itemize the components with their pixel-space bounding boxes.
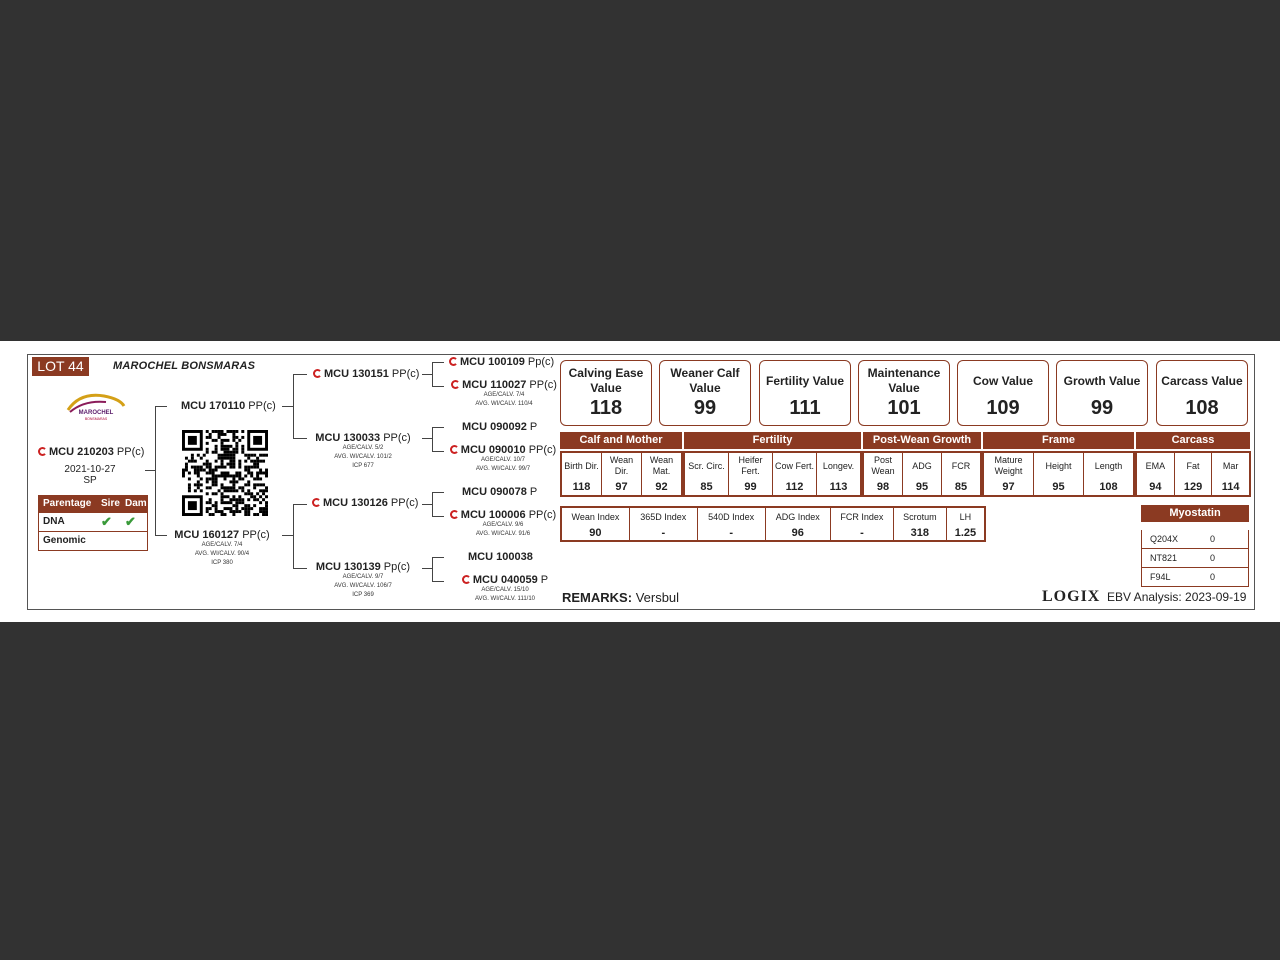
check-icon: ✔	[101, 514, 112, 529]
value-box-maintenance: Maintenance Value 101	[858, 360, 950, 426]
dds-id: MCU 100038	[468, 551, 533, 563]
value-box-weaner-calf: Weaner Calf Value 99	[659, 360, 751, 426]
logo-text: MAROCHEL	[78, 410, 114, 416]
animal-id: MCU 210203 PP(c)	[38, 446, 144, 458]
index-cell: Scrotum 318	[894, 508, 947, 540]
index-cell: Wean Index 90	[562, 508, 630, 540]
ebv-cell: EMA 94	[1137, 453, 1175, 495]
brand-icon	[450, 510, 459, 519]
index-cell: 365D Index -	[630, 508, 698, 540]
cells-calf-mother	[560, 451, 683, 497]
ebv-cell: Cow Fert. 112	[773, 453, 817, 495]
value-box-carcass: Carcass Value 108	[1156, 360, 1248, 426]
brand-icon	[450, 445, 459, 454]
ebv-cell: Longev. 113	[822, 460, 855, 493]
group-frame: Frame	[983, 432, 1134, 449]
ebv-analysis-date: EBV Analysis: 2023-09-19	[1107, 590, 1247, 604]
logo-tagline: BONSMARAS	[84, 417, 108, 421]
ebv-cell: Fat 129	[1175, 453, 1213, 495]
index-cell: LH 1.25	[954, 511, 977, 539]
ddd-block: MCU 040059 P AGE/CALV. 15/10 AVG. WI/CALV. 111/10	[452, 574, 558, 604]
ebv-cell: ADG 95	[903, 453, 942, 495]
ebv-cell: Heifer Fert. 99	[729, 453, 773, 495]
dam-block: MCU 160127 PP(c) AGE/CALV. 7/4 AVG. WI/CALV. 90/4 ICP 380	[174, 529, 270, 566]
ssd-block: MCU 110027 PP(c) AGE/CALV. 7/4 AVG. WI/CALV. 110/4	[449, 379, 559, 409]
lot-badge: LOT 44	[32, 357, 89, 376]
value-box-fertility: Fertility Value 111	[759, 360, 851, 426]
parentage-header: Parentage Sire Dam	[39, 496, 147, 512]
myostatin-row: Q204X 0	[1141, 530, 1249, 549]
cells-frame	[982, 451, 1135, 497]
sd-block: MCU 130033 PP(c) AGE/CALV. 5/2 AVG. WI/CALV. 101/2 ICP 677	[315, 432, 411, 469]
group-post-wean: Post-Wean Growth	[863, 432, 981, 449]
ebv-cell: Height 95	[1034, 453, 1084, 495]
index-cell: ADG Index 96	[766, 508, 831, 540]
ebv-cell: FCR 85	[951, 460, 971, 493]
parentage-row: DNA ✔ ✔	[39, 512, 147, 531]
animal-dob: 2021-10-27	[64, 464, 116, 475]
dd-block: MCU 130139 Pp(c) AGE/CALV. 9/7 AVG. WI/CALV. 106/7 ICP 369	[315, 561, 411, 598]
sire-id: MCU 170110 PP(c)	[181, 400, 276, 412]
sdd-block: MCU 090010 PP(c) AGE/CALV. 10/7 AVG. WI/CALV. 99/7	[447, 444, 559, 474]
ebv-cell: Mar 114	[1221, 460, 1240, 493]
cells-carcass	[1135, 451, 1251, 497]
value-box-growth: Growth Value 99	[1056, 360, 1148, 426]
ebv-cell: Birth Dir. 118	[562, 453, 602, 495]
index-table	[560, 506, 986, 542]
value-box-calving-ease: Calving Ease Value 118	[560, 360, 652, 426]
parentage-table	[38, 495, 148, 551]
cells-fertility	[683, 451, 862, 497]
ds-id: MCU 130126 PP(c)	[312, 497, 418, 509]
breed-title: MAROCHEL BONSMARAS	[113, 360, 256, 372]
index-cell: 540D Index -	[698, 508, 766, 540]
animal-type: SP	[83, 475, 97, 486]
myostatin-table	[1141, 505, 1249, 587]
ebv-cell: Wean Mat. 92	[649, 455, 674, 493]
ebv-cell: Scr. Circ. 85	[685, 453, 729, 495]
group-carcass: Carcass	[1136, 432, 1250, 449]
brand-icon	[38, 447, 47, 456]
index-cell: FCR Index -	[831, 508, 894, 540]
marochel-logo	[60, 390, 132, 426]
qr-code	[182, 430, 268, 516]
myostatin-row: F94L 0	[1141, 568, 1249, 587]
ebv-cell: Post Wean 98	[864, 453, 903, 495]
ebv-cell: Wean Dir. 97	[602, 453, 642, 495]
ebv-cell: Mature Weight 97	[984, 453, 1034, 495]
brand-icon	[312, 498, 321, 507]
logix-logo: LOGIX	[1042, 588, 1101, 605]
sds-id: MCU 090092 P	[462, 421, 538, 433]
myostatin-row: NT821 0	[1141, 549, 1249, 568]
brand-icon	[462, 575, 471, 584]
myostatin-title: Myostatin	[1141, 505, 1249, 522]
brand-icon	[449, 357, 458, 366]
dss-id: MCU 090078 P	[462, 486, 538, 498]
sss-id: MCU 100109 Pp(c)	[449, 356, 554, 368]
value-box-cow: Cow Value 109	[957, 360, 1049, 426]
brand-icon	[451, 380, 460, 389]
ebv-cell: Length 108	[1094, 460, 1123, 493]
dsd-block: MCU 100006 PP(c) AGE/CALV. 9/6 AVG. WI/CALV. 91/6	[447, 509, 559, 539]
group-calf-mother: Calf and Mother	[560, 432, 682, 449]
check-icon: ✔	[125, 514, 136, 529]
animal-info	[60, 464, 120, 486]
ss-id: MCU 130151 PP(c)	[313, 368, 419, 380]
group-fertility: Fertility	[684, 432, 861, 449]
parentage-row: Genomic	[39, 531, 147, 550]
remarks: REMARKS: Versbul	[562, 590, 680, 605]
cells-post-wean	[862, 451, 982, 497]
brand-icon	[313, 369, 322, 378]
